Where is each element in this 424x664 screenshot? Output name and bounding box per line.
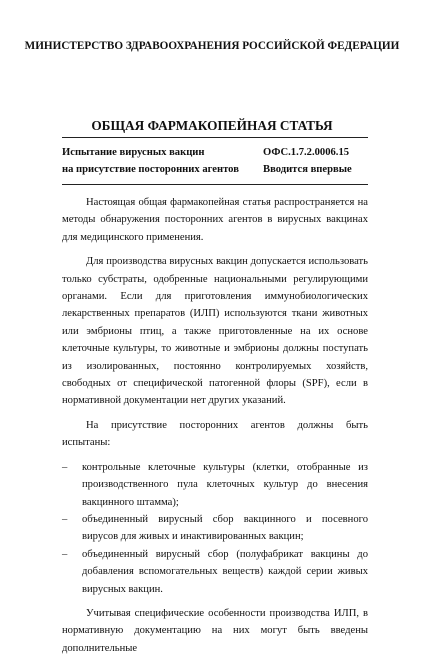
list-item xyxy=(62,459,368,511)
test-items-list xyxy=(62,459,368,598)
paragraph-substrates: Для производства вирусных вакцин допускается использовать только субстраты, одобренные национальными регулирующими органами. Если для приготовления иммунобиологических лекарственных препаратов (ИЛП) используются ткани животных или эмбрионы птиц, а также приготовленные на их основе клеточные культуры, то животные и эмбрионы должны поступать из изолированных, постоянно контролируемых хозяйств, свободных от специфической патогенной флоры (SPF), если в нормативной документации нет других указаний. xyxy=(62,256,368,407)
list-item-text: объединенный вирусный сбор вакцинного и посевного вирусов для живых и инактивированных вакцин; xyxy=(82,513,368,543)
paragraph-test-intro: На присутствие посторонних агентов должны быть испытаны: xyxy=(62,419,368,449)
article-title xyxy=(62,144,239,178)
list-item xyxy=(62,546,368,598)
paragraph-specifics: Учитывая специфические особенности производства ИЛП, в нормативную документацию на них могут быть введены дополнительные xyxy=(62,607,368,654)
paragraph-scope: Настоящая общая фармакопейная статья распространяется на методы обнаружения посторонних агентов в вирусных вакцинах для медицинского применения. xyxy=(62,197,368,243)
ministry-header: МИНИСТЕРСТВО ЗДРАВООХРАНЕНИЯ РОССИЙСКОЙ ФЕДЕРАЦИИ xyxy=(24,40,400,52)
top-rule xyxy=(62,137,368,138)
article-title-line1: Испытание вирусных вакцин xyxy=(62,147,205,158)
article-title-line2: на присутствие посторонних агентов xyxy=(62,164,239,175)
dash-marker: – xyxy=(62,548,68,560)
article-code: ОФС.1.7.2.0006.15 xyxy=(263,147,350,158)
article-status: Вводится впервые xyxy=(263,164,352,175)
list-item-text: контрольные клеточные культуры (клетки, отобранные из производственного пула клеточных культур до внесения вакцинного штамма); xyxy=(82,461,368,508)
dash-marker: – xyxy=(62,513,68,525)
list-item xyxy=(62,511,368,546)
article-meta xyxy=(263,144,352,178)
document-type-title: ОБЩАЯ ФАРМАКОПЕЙНАЯ СТАТЬЯ xyxy=(91,118,333,133)
bottom-rule xyxy=(62,184,368,185)
list-item-text: объединенный вирусный сбор (полуфабрикат вакцины до добавления вспомогательных веществ) каждой серии живых вирусных вакцин. xyxy=(82,548,368,595)
article-body xyxy=(62,194,368,664)
dash-marker: – xyxy=(62,461,68,473)
